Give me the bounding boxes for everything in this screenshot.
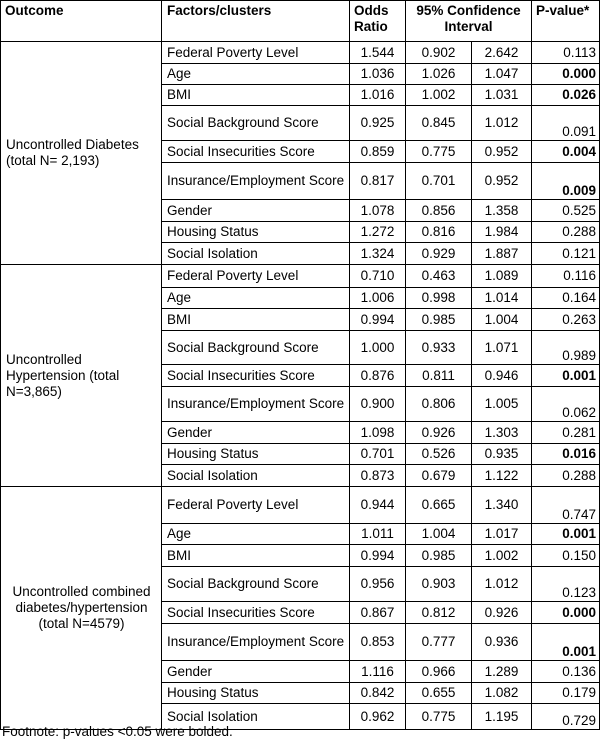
pvalue-cell: 0.164 xyxy=(532,288,600,309)
ci-upper-cell: 2.642 xyxy=(472,42,532,64)
odds-ratio-cell: 1.116 xyxy=(350,661,406,683)
ci-upper-cell: 0.952 xyxy=(472,163,532,200)
table-row xyxy=(1,487,600,524)
ci-upper-cell: 1.984 xyxy=(472,222,532,243)
outcome-cell: Uncontrolled Diabetes (total N= 2,193) xyxy=(1,42,162,265)
footnote: Footnote: p-values <0.05 were bolded. xyxy=(2,724,233,739)
ci-lower-cell: 0.777 xyxy=(406,624,472,661)
ci-upper-cell: 0.936 xyxy=(472,624,532,661)
ci-upper-cell: 1.014 xyxy=(472,288,532,309)
ci-upper-cell: 1.887 xyxy=(472,243,532,265)
ci-lower-cell: 0.775 xyxy=(406,704,472,730)
pvalue-cell: 0.288 xyxy=(532,465,600,487)
factor-cell: Social Background Score xyxy=(162,567,350,602)
ci-upper-cell: 1.195 xyxy=(472,704,532,730)
ci-upper-cell: 1.089 xyxy=(472,265,532,288)
ci-lower-cell: 0.665 xyxy=(406,487,472,524)
ci-upper-cell: 0.952 xyxy=(472,141,532,163)
ci-lower-cell: 0.679 xyxy=(406,465,472,487)
ci-lower-cell: 0.816 xyxy=(406,222,472,243)
odds-ratio-cell: 0.867 xyxy=(350,602,406,624)
ci-lower-cell: 0.655 xyxy=(406,683,472,704)
pvalue-cell: 0.150 xyxy=(532,545,600,567)
factor-cell: BMI xyxy=(162,309,350,331)
factor-cell: Gender xyxy=(162,422,350,444)
odds-ratio-cell: 1.000 xyxy=(350,331,406,365)
ci-upper-cell: 1.303 xyxy=(472,422,532,444)
ci-lower-cell: 0.845 xyxy=(406,106,472,141)
ci-lower-cell: 0.929 xyxy=(406,243,472,265)
header-row xyxy=(1,1,600,42)
ci-lower-cell: 0.463 xyxy=(406,265,472,288)
odds-ratio-cell: 0.817 xyxy=(350,163,406,200)
ci-upper-cell: 1.002 xyxy=(472,545,532,567)
pvalue-cell: 0.729 xyxy=(532,704,600,730)
factor-cell: Gender xyxy=(162,200,350,222)
header-factors: Factors/clusters xyxy=(162,1,350,42)
factor-cell: Social Isolation xyxy=(162,465,350,487)
ci-upper-cell: 1.012 xyxy=(472,567,532,602)
factor-cell: Federal Poverty Level xyxy=(162,265,350,288)
odds-ratio-cell: 1.011 xyxy=(350,524,406,545)
ci-upper-cell: 0.935 xyxy=(472,444,532,465)
odds-ratio-cell: 0.853 xyxy=(350,624,406,661)
factor-cell: Housing Status xyxy=(162,222,350,243)
odds-ratio-cell: 1.036 xyxy=(350,64,406,85)
odds-ratio-cell: 0.956 xyxy=(350,567,406,602)
ci-lower-cell: 1.002 xyxy=(406,85,472,106)
odds-ratio-cell: 0.962 xyxy=(350,704,406,730)
ci-upper-cell: 1.004 xyxy=(472,309,532,331)
factor-cell: Housing Status xyxy=(162,444,350,465)
pvalue-cell: 0.121 xyxy=(532,243,600,265)
pvalue-cell: 0.016 xyxy=(532,444,600,465)
odds-ratio-cell: 0.994 xyxy=(350,545,406,567)
table-row xyxy=(1,42,600,64)
pvalue-cell: 0.001 xyxy=(532,365,600,387)
ci-lower-cell: 1.026 xyxy=(406,64,472,85)
pvalue-cell: 0.001 xyxy=(532,524,600,545)
factor-cell: Insurance/Employment Score xyxy=(162,163,350,200)
factor-cell: BMI xyxy=(162,85,350,106)
odds-ratio-cell: 0.873 xyxy=(350,465,406,487)
factor-cell: Housing Status xyxy=(162,683,350,704)
factor-cell: Social Background Score xyxy=(162,331,350,365)
outcome-cell: Uncontrolled combined diabetes/hypertension (total N=4579) xyxy=(1,487,162,730)
pvalue-cell: 0.009 xyxy=(532,163,600,200)
header-confidence-interval: 95% Confidence Interval xyxy=(406,1,532,42)
ci-upper-cell: 1.071 xyxy=(472,331,532,365)
outcome-cell: Uncontrolled Hypertension (total N=3,865) xyxy=(1,265,162,487)
ci-upper-cell: 0.926 xyxy=(472,602,532,624)
odds-ratio-cell: 0.944 xyxy=(350,487,406,524)
odds-ratio-cell: 0.859 xyxy=(350,141,406,163)
factor-cell: Social Isolation xyxy=(162,704,350,730)
ci-lower-cell: 0.811 xyxy=(406,365,472,387)
factor-cell: Insurance/Employment Score xyxy=(162,387,350,422)
pvalue-cell: 0.091 xyxy=(532,106,600,141)
pvalue-cell: 0.747 xyxy=(532,487,600,524)
ci-lower-cell: 0.526 xyxy=(406,444,472,465)
odds-ratio-cell: 0.701 xyxy=(350,444,406,465)
ci-upper-cell: 1.031 xyxy=(472,85,532,106)
pvalue-cell: 0.281 xyxy=(532,422,600,444)
factor-cell: Age xyxy=(162,524,350,545)
factor-cell: Social Isolation xyxy=(162,243,350,265)
pvalue-cell: 0.001 xyxy=(532,624,600,661)
odds-ratio-cell: 1.016 xyxy=(350,85,406,106)
ci-lower-cell: 0.806 xyxy=(406,387,472,422)
odds-ratio-cell: 0.900 xyxy=(350,387,406,422)
pvalue-cell: 0.136 xyxy=(532,661,600,683)
ci-lower-cell: 0.775 xyxy=(406,141,472,163)
pvalue-cell: 0.004 xyxy=(532,141,600,163)
pvalue-cell: 0.000 xyxy=(532,64,600,85)
pvalue-cell: 0.113 xyxy=(532,42,600,64)
ci-lower-cell: 0.701 xyxy=(406,163,472,200)
pvalue-cell: 0.062 xyxy=(532,387,600,422)
odds-ratio-cell: 1.324 xyxy=(350,243,406,265)
odds-ratio-cell: 1.078 xyxy=(350,200,406,222)
odds-ratio-cell: 0.710 xyxy=(350,265,406,288)
pvalue-cell: 0.000 xyxy=(532,602,600,624)
pvalue-cell: 0.525 xyxy=(532,200,600,222)
ci-upper-cell: 1.122 xyxy=(472,465,532,487)
ci-lower-cell: 0.998 xyxy=(406,288,472,309)
header-outcome: Outcome xyxy=(1,1,162,42)
factor-cell: Social Insecurities Score xyxy=(162,365,350,387)
factor-cell: Federal Poverty Level xyxy=(162,42,350,64)
ci-lower-cell: 0.966 xyxy=(406,661,472,683)
ci-upper-cell: 1.358 xyxy=(472,200,532,222)
odds-ratio-cell: 1.006 xyxy=(350,288,406,309)
ci-lower-cell: 0.812 xyxy=(406,602,472,624)
odds-ratio-cell: 0.876 xyxy=(350,365,406,387)
odds-ratio-cell: 1.098 xyxy=(350,422,406,444)
ci-lower-cell: 0.902 xyxy=(406,42,472,64)
table-row xyxy=(1,265,600,288)
factor-cell: Social Background Score xyxy=(162,106,350,141)
factor-cell: Age xyxy=(162,288,350,309)
ci-upper-cell: 1.017 xyxy=(472,524,532,545)
ci-lower-cell: 1.004 xyxy=(406,524,472,545)
factor-cell: Social Insecurities Score xyxy=(162,141,350,163)
ci-upper-cell: 0.946 xyxy=(472,365,532,387)
factor-cell: Insurance/Employment Score xyxy=(162,624,350,661)
ci-upper-cell: 1.047 xyxy=(472,64,532,85)
factor-cell: Age xyxy=(162,64,350,85)
pvalue-cell: 0.263 xyxy=(532,309,600,331)
ci-upper-cell: 1.012 xyxy=(472,106,532,141)
ci-upper-cell: 1.340 xyxy=(472,487,532,524)
ci-lower-cell: 0.856 xyxy=(406,200,472,222)
odds-ratio-cell: 0.994 xyxy=(350,309,406,331)
pvalue-cell: 0.288 xyxy=(532,222,600,243)
ci-lower-cell: 0.926 xyxy=(406,422,472,444)
header-odds-ratio: Odds Ratio xyxy=(350,1,406,42)
factor-cell: Social Insecurities Score xyxy=(162,602,350,624)
odds-ratio-cell: 1.544 xyxy=(350,42,406,64)
pvalue-cell: 0.116 xyxy=(532,265,600,288)
ci-upper-cell: 1.005 xyxy=(472,387,532,422)
odds-ratio-cell: 0.842 xyxy=(350,683,406,704)
ci-lower-cell: 0.903 xyxy=(406,567,472,602)
header-pvalue: P-value* xyxy=(532,1,600,42)
ci-upper-cell: 1.289 xyxy=(472,661,532,683)
factor-cell: Federal Poverty Level xyxy=(162,487,350,524)
pvalue-cell: 0.989 xyxy=(532,331,600,365)
odds-ratio-cell: 1.272 xyxy=(350,222,406,243)
table-body xyxy=(1,42,600,730)
pvalue-cell: 0.123 xyxy=(532,567,600,602)
pvalue-cell: 0.026 xyxy=(532,85,600,106)
ci-lower-cell: 0.933 xyxy=(406,331,472,365)
factor-cell: BMI xyxy=(162,545,350,567)
pvalue-cell: 0.179 xyxy=(532,683,600,704)
ci-lower-cell: 0.985 xyxy=(406,309,472,331)
factor-cell: Gender xyxy=(162,661,350,683)
odds-ratio-cell: 0.925 xyxy=(350,106,406,141)
ci-upper-cell: 1.082 xyxy=(472,683,532,704)
ci-lower-cell: 0.985 xyxy=(406,545,472,567)
